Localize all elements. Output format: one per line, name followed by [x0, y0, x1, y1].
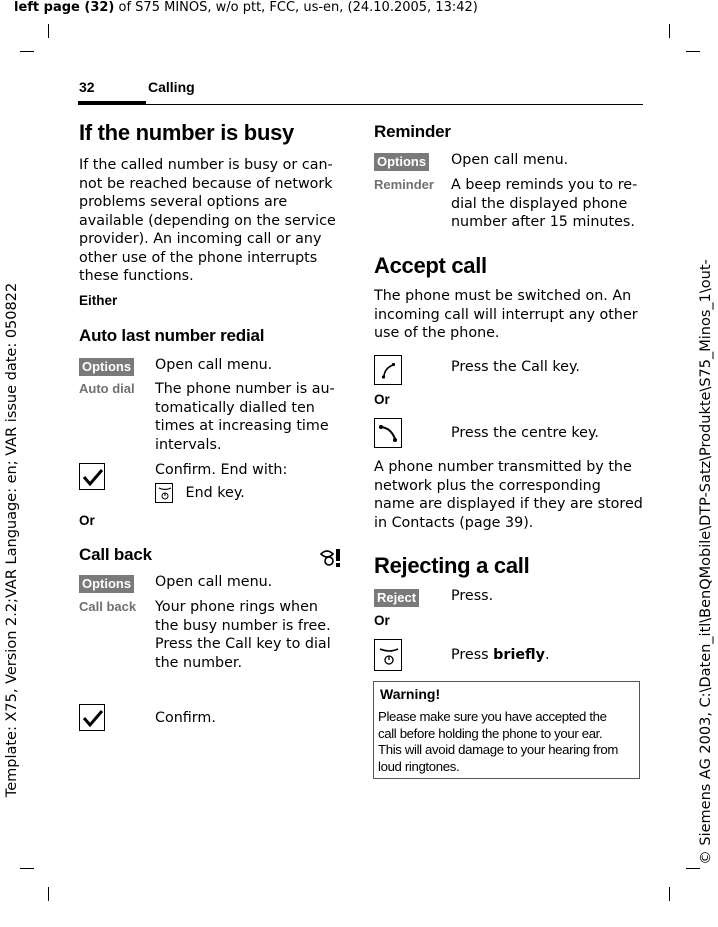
options-description: Open call menu. — [155, 357, 273, 373]
options-description: Open call menu. — [451, 152, 569, 168]
text-line: A beep reminds you to re- — [451, 177, 638, 193]
call-key-icon — [374, 355, 402, 385]
centre-key-icon — [374, 418, 402, 448]
text-line: number after 15 minutes. — [451, 214, 635, 230]
text-line: in Contacts (page 39). — [374, 514, 534, 531]
crop-mark — [669, 24, 670, 38]
text-line: the number. — [155, 654, 243, 671]
accept-intro — [374, 287, 644, 343]
auto-dial-description — [155, 380, 345, 454]
heading-call-back: Call back — [79, 545, 152, 564]
confirm-end-text: Confirm. End with: — [155, 462, 288, 478]
either-label: Either — [79, 293, 118, 308]
options-softkey-label: Options — [374, 153, 429, 171]
text-line: call before holding the phone to your ear. — [378, 725, 603, 741]
text-line: available (depending on the service — [79, 212, 336, 229]
centre-key-text: Press the centre key. — [451, 425, 599, 441]
options-softkey-label: Options — [79, 575, 134, 593]
crop-mark — [20, 51, 34, 52]
or-label: Or — [374, 392, 390, 407]
text-line: network plus the corresponding — [374, 477, 601, 494]
print-header-page: left page (32) — [14, 0, 115, 15]
end-key-icon — [374, 639, 402, 671]
text-line: If the called number is busy or can- — [79, 157, 333, 173]
crop-mark — [686, 868, 700, 869]
text-line: times at increasing time — [155, 418, 329, 434]
text-line: provider). An incoming call or any — [79, 231, 322, 247]
text-line: incoming call will interrupt any other — [374, 306, 638, 323]
call-key-text: Press the Call key. — [451, 359, 580, 375]
text-line: these functions. — [79, 268, 194, 284]
heading-number-busy: If the number is busy — [79, 120, 294, 145]
call-back-tag: Call back — [79, 599, 137, 614]
text-line: The phone number is au- — [155, 381, 335, 397]
side-template-info: Template: X75, Version 2.2;VAR Language: en; VAR issue date: 050822 — [4, 282, 20, 798]
accept-after-text — [374, 458, 644, 532]
provider-service-icon — [318, 546, 344, 570]
crop-mark — [48, 887, 49, 901]
crop-mark — [20, 868, 34, 869]
text-line: Your phone rings when — [155, 599, 318, 615]
reject-softkey — [374, 587, 419, 607]
end-key-row — [155, 483, 245, 503]
options-softkey — [79, 573, 134, 593]
crop-mark — [48, 24, 49, 38]
text-line: Press the Call key to dial — [155, 636, 331, 652]
reminder-description — [451, 176, 643, 232]
text-line: name are displayed if they are stored — [374, 496, 643, 512]
text-fragment: . — [544, 647, 550, 663]
end-key-icon — [155, 483, 173, 503]
header-bar — [78, 101, 146, 105]
options-softkey-label: Options — [79, 358, 134, 376]
page-number: 32 — [79, 79, 95, 95]
text-line: intervals. — [155, 436, 222, 453]
or-label: Or — [79, 513, 95, 528]
busy-intro — [79, 156, 349, 286]
text-line: loud ringtones. — [378, 758, 460, 774]
text-emphasis: briefly — [493, 647, 545, 663]
heading-reminder: Reminder — [374, 122, 451, 141]
checkmark-icon — [79, 463, 105, 490]
text-line: other use of the phone interrupts — [79, 249, 318, 266]
text-line: tomatically dialled ten — [155, 399, 315, 416]
text-line: This will avoid damage to your hearing from — [378, 742, 619, 757]
warning-title: Warning! — [380, 686, 441, 702]
reject-text: Press. — [451, 588, 494, 604]
text-line: Please make sure you have accepted the — [378, 709, 607, 724]
text-line: problems several options are — [79, 194, 288, 210]
print-header-info: of S75 MINOS, w/o ptt, FCC, us-en, (24.10.2005, 13:42) — [114, 0, 478, 15]
print-header — [14, 0, 478, 15]
options-description: Open call menu. — [155, 574, 273, 590]
reminder-tag: Reminder — [374, 177, 434, 192]
reject-softkey-label: Reject — [374, 589, 419, 607]
text-line: dial the displayed phone — [451, 195, 628, 212]
call-back-description — [155, 598, 345, 672]
text-fragment: Press — [451, 647, 494, 663]
crop-mark — [669, 887, 670, 901]
end-key-text: End key. — [185, 485, 245, 501]
heading-auto-redial: Auto last number redial — [79, 326, 265, 345]
confirm-text: Confirm. — [155, 710, 216, 726]
auto-dial-tag: Auto dial — [79, 381, 135, 396]
text-line: A phone number transmitted by the — [374, 459, 632, 475]
text-line: The phone must be switched on. An — [374, 288, 632, 304]
or-label: Or — [374, 613, 390, 628]
text-line: use of the phone. — [374, 325, 500, 341]
press-briefly-text — [451, 646, 550, 665]
options-softkey — [374, 151, 429, 171]
side-file-path: © Siemens AG 2003, C:\Daten_itl\BenQMobile\DTP-Satz\Produkte\S75_Minos_1\out- — [698, 259, 714, 865]
text-line: not be reached because of network — [79, 175, 333, 192]
page-section-title: Calling — [148, 79, 195, 95]
header-rule — [146, 104, 643, 105]
text-line: the busy number is free. — [155, 617, 331, 634]
heading-accept-call: Accept call — [374, 253, 487, 278]
checkmark-icon — [79, 704, 105, 731]
warning-box — [373, 681, 640, 779]
options-softkey — [79, 356, 134, 376]
heading-rejecting-call: Rejecting a call — [374, 553, 530, 578]
crop-mark — [686, 51, 700, 52]
warning-text — [378, 709, 640, 775]
